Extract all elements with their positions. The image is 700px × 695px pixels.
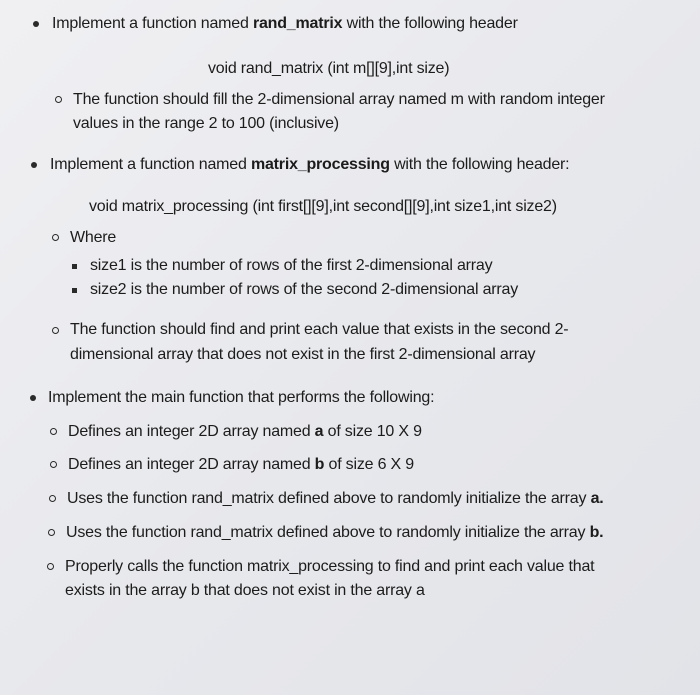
item1-function-name: rand_matrix	[252, 15, 343, 32]
item2-pre: Implement a function named	[50, 156, 251, 173]
item2-size2: size2 is the number of rows of the second 2-dimensional array	[90, 281, 519, 298]
init-a-pre: Uses the function rand_matrix defined above to randomly initialize the array	[67, 490, 591, 507]
item1-sub-line2: values in the range 2 to 100 (inclusive)	[73, 115, 339, 132]
bullet-circle	[50, 461, 57, 468]
item3-define-b	[68, 455, 414, 475]
item2-size1: size1 is the number of rows of the first 2-dimensional array	[90, 257, 493, 274]
item3-call-line1: Properly calls the function matrix_processing to find and print each value that	[65, 558, 595, 575]
item3-init-a	[67, 489, 604, 509]
item1-pre: Implement a function named	[52, 15, 253, 32]
define-a-name: a	[314, 423, 324, 440]
bullet-dot	[30, 395, 36, 401]
item1-post: with the following header	[342, 15, 518, 32]
define-a-post: of size 10 X 9	[323, 423, 422, 440]
bullet-circle	[47, 563, 54, 570]
define-b-post: of size 6 X 9	[324, 456, 414, 473]
bullet-square	[72, 288, 77, 293]
item2-post: with the following header:	[389, 156, 570, 173]
item1-heading	[52, 14, 518, 34]
item2-heading	[50, 155, 569, 175]
bullet-dot	[31, 162, 37, 168]
define-a-pre: Defines an integer 2D array named	[68, 423, 315, 440]
item2-where: Where	[70, 229, 117, 246]
item3-heading: Implement the main function that performs the following:	[48, 389, 435, 406]
bullet-circle	[49, 495, 56, 502]
bullet-circle	[52, 234, 59, 241]
item3-init-b	[66, 523, 603, 543]
init-b-name: b.	[589, 524, 604, 541]
item2-sub-line1: The function should find and print each value that exists in the second 2-	[70, 321, 569, 338]
item2-function-name: matrix_processing	[250, 156, 390, 173]
bullet-circle	[48, 529, 55, 536]
bullet-square	[72, 264, 77, 269]
init-a-name: a.	[590, 490, 604, 507]
bullet-dot	[33, 21, 39, 27]
item3-call-line2: exists in the array b that does not exist in the array a	[65, 582, 425, 599]
item1-code-header: void rand_matrix (int m[][9],int size)	[208, 60, 450, 77]
define-b-pre: Defines an integer 2D array named	[68, 456, 315, 473]
bullet-circle	[52, 327, 59, 334]
item2-sub-line2: dimensional array that does not exist in the first 2-dimensional array	[70, 346, 536, 363]
item3-define-a	[68, 422, 422, 442]
bullet-circle	[55, 96, 62, 103]
bullet-circle	[50, 428, 57, 435]
item2-code-header: void matrix_processing (int first[][9],int second[][9],int size1,int size2)	[89, 198, 557, 215]
init-b-pre: Uses the function rand_matrix defined above to randomly initialize the array	[66, 524, 590, 541]
define-b-name: b	[314, 456, 325, 473]
item1-sub-line1: The function should fill the 2-dimensional array named m with random integer	[73, 91, 605, 108]
